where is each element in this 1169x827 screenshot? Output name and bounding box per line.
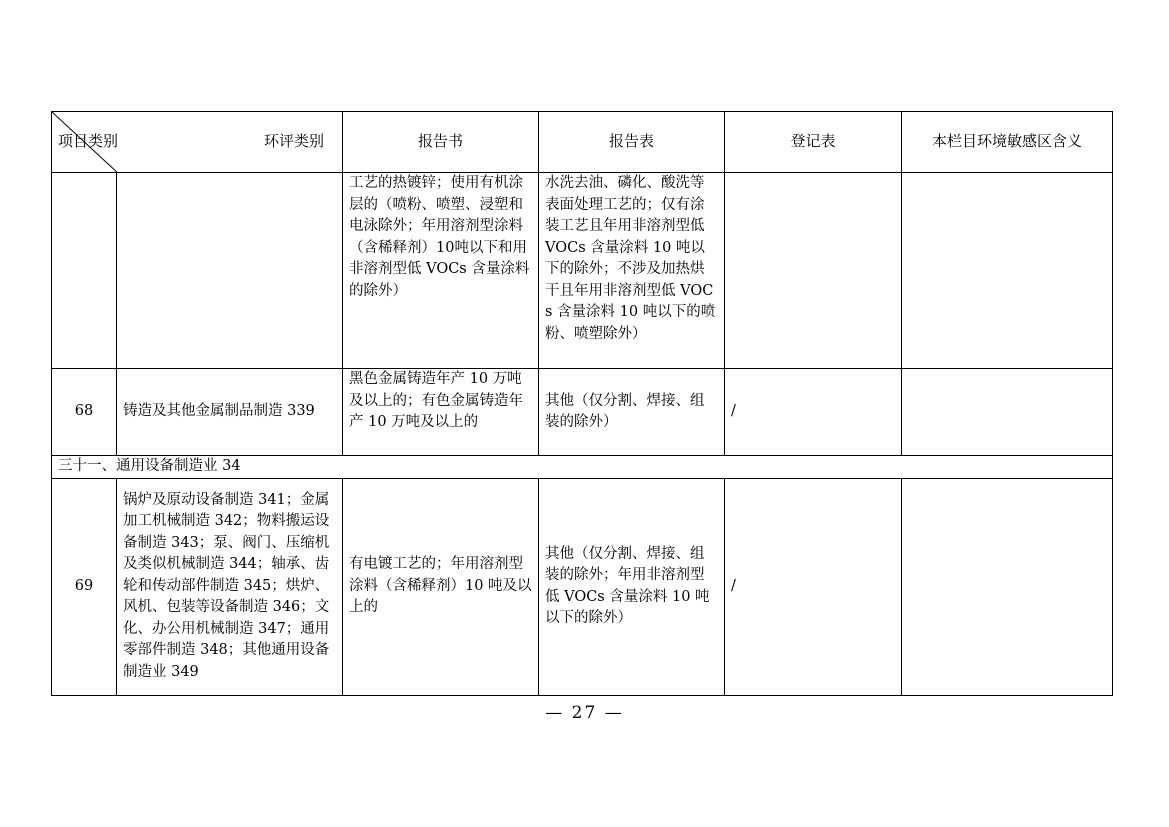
continued-number-cell bbox=[52, 173, 117, 369]
section-row-31 bbox=[52, 456, 1113, 479]
continued-report-form: 水洗去油、磷化、酸洗等表面处理工艺的；仅有涂装工艺且年用非溶剂型低 VOCs 含量涂料 10 吨以下的除外；不涉及加热烘干且年用非溶剂型低 VOCs 含量涂料 10 吨以下的喷粉、喷塑除外） bbox=[539, 173, 725, 369]
continued-report-book: 工艺的热镀锌；使用有机涂层的（喷粉、喷塑、浸塑和电泳除外；年用溶剂型涂料（含稀释剂）10吨以下和用非溶剂型低 VOCs 含量涂料的除外） bbox=[343, 173, 539, 369]
header-registration-form: 登记表 bbox=[725, 112, 902, 173]
row-69-project: 锅炉及原动设备制造 341；金属加工机械制造 342；物料搬运设备制造 343；泵、阀门、压缩机及类似机械制造 344；轴承、齿轮和传动部件制造 345；烘炉、风机、包装等设备制造 346；文化、办公用机械制造 347；通用零部件制造 348；其他通用设备制造业 349 bbox=[117, 478, 343, 695]
header-report-form: 报告表 bbox=[539, 112, 725, 173]
row-69-report-form: 其他（仅分割、焊接、组装的除外；年用非溶剂型低 VOCs 含量涂料 10 吨以下的除外） bbox=[539, 478, 725, 695]
header-sensitive-area: 本栏目环境敏感区含义 bbox=[902, 112, 1113, 173]
row-69-number: 69 bbox=[52, 478, 117, 695]
row-68-registration-form: / bbox=[725, 369, 902, 456]
row-68-sensitive-area bbox=[902, 369, 1113, 456]
row-69-sensitive-area bbox=[902, 478, 1113, 695]
table-header-row bbox=[52, 112, 1113, 173]
table-row-continued bbox=[52, 173, 1113, 369]
row-69-report-book: 有电镀工艺的；年用溶剂型涂料（含稀释剂）10 吨及以上的 bbox=[343, 478, 539, 695]
continued-project-cell bbox=[117, 173, 343, 369]
row-68-report-book: 黑色金属铸造年产 10 万吨及以上的；有色金属铸造年产 10 万吨及以上的 bbox=[343, 369, 539, 456]
continued-sensitive-cell bbox=[902, 173, 1113, 369]
row-68-number: 68 bbox=[52, 369, 117, 456]
header-report-book: 报告书 bbox=[343, 112, 539, 173]
eia-category-table bbox=[51, 111, 1113, 696]
row-68-project: 铸造及其他金属制品制造 339 bbox=[117, 369, 343, 456]
continued-registration-cell bbox=[725, 173, 902, 369]
header-eia-category: 环评类别 bbox=[263, 132, 324, 150]
table-row-68 bbox=[52, 369, 1113, 456]
section-title: 三十一、通用设备制造业 34 bbox=[52, 456, 1113, 479]
page-number: — 27 — bbox=[545, 703, 624, 723]
header-project-category: 项目类别 bbox=[58, 132, 119, 150]
table-row-69 bbox=[52, 478, 1113, 695]
row-68-report-form: 其他（仅分割、焊接、组装的除外） bbox=[539, 369, 725, 456]
diagonal-header-cell bbox=[52, 112, 343, 173]
row-69-registration-form: / bbox=[725, 478, 902, 695]
